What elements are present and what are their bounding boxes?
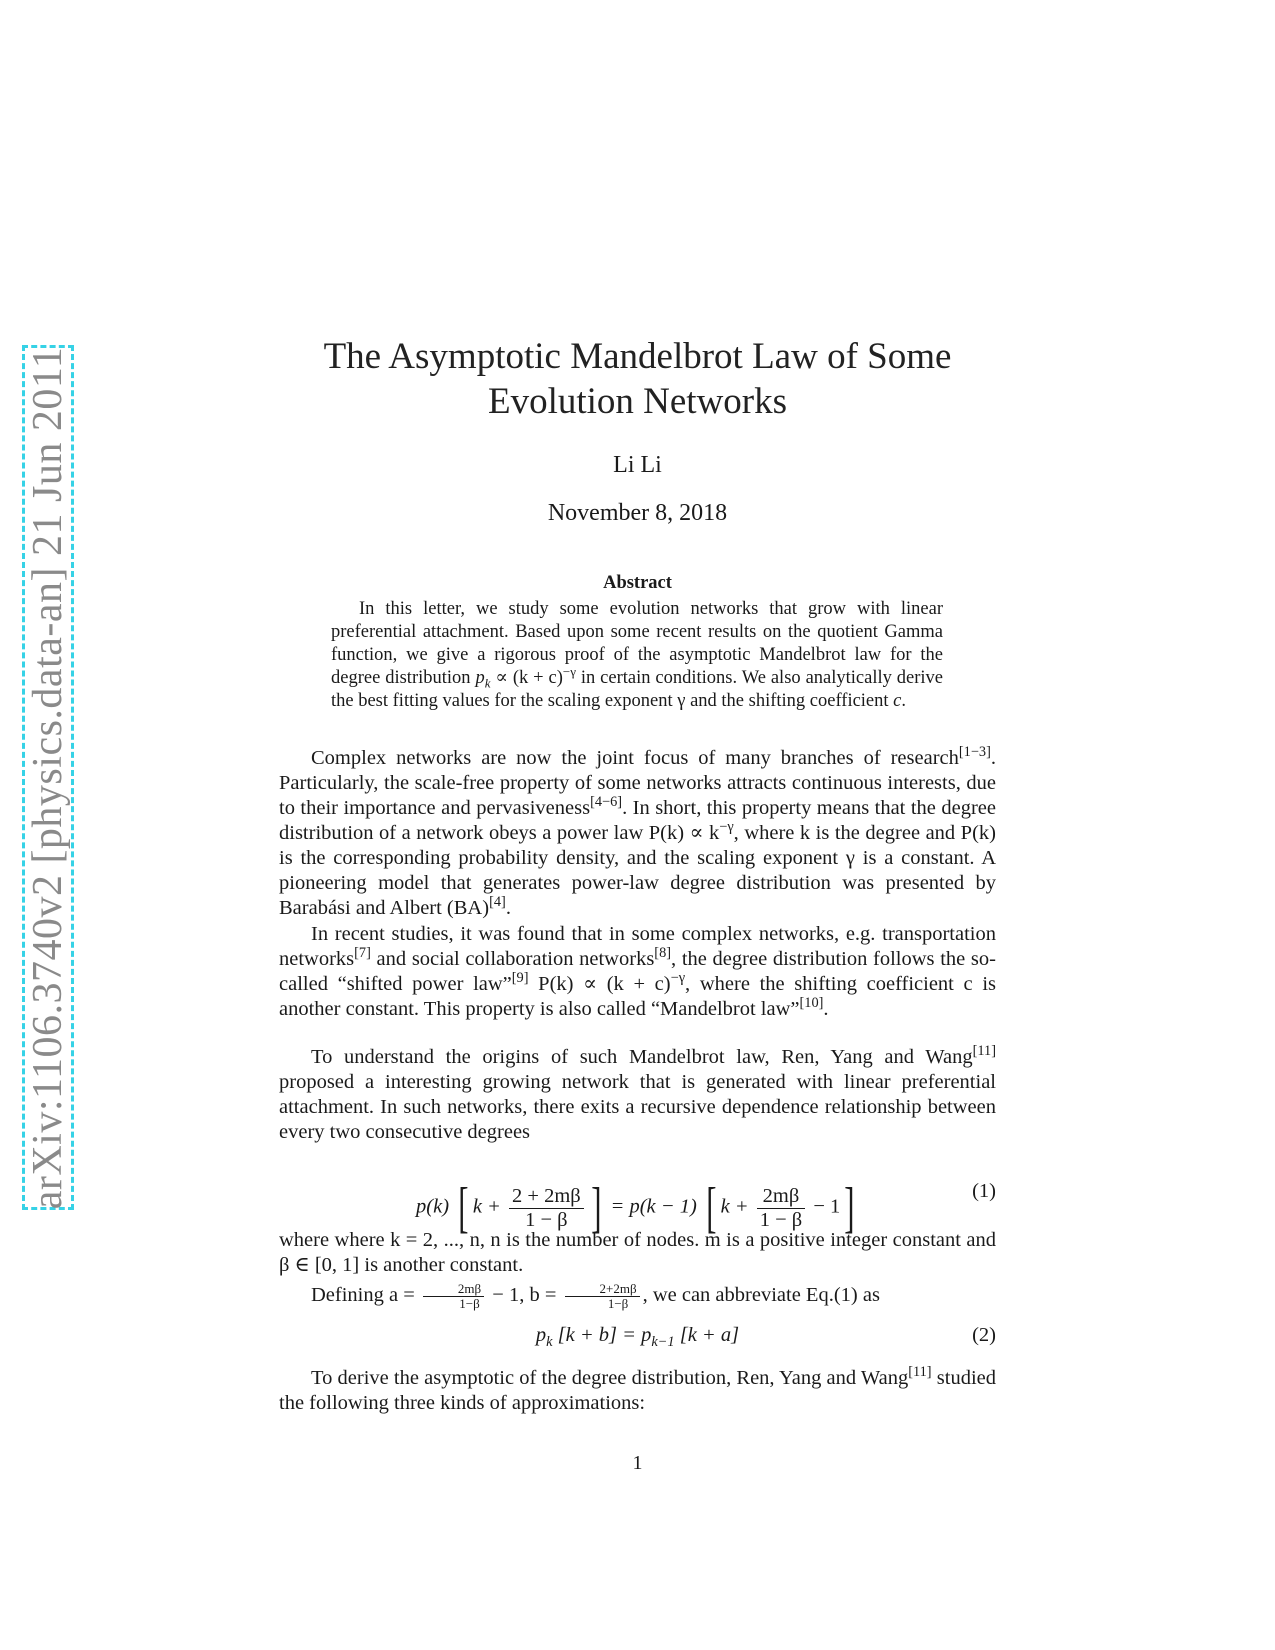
eq1-frac1-den: 1 − β bbox=[525, 1208, 568, 1231]
abstract-line2: in certain conditions. We also analytically derive the best fitting values for the scaling exponent γ and the shifting coefficient bbox=[331, 668, 944, 711]
p5-text-a: Defining a = bbox=[311, 1284, 420, 1307]
paragraph-3 bbox=[279, 1045, 996, 1145]
abstract-heading: Abstract bbox=[603, 573, 672, 593]
p2-exponent: −γ bbox=[670, 970, 686, 987]
eq1-frac-1 bbox=[509, 1185, 584, 1232]
equation-2-body bbox=[279, 1324, 996, 1351]
abstract-formula-p: p bbox=[475, 668, 485, 688]
arxiv-stamp-text: arXiv:1106.3740v2 [physics.data-an] 21 Jun 2011 bbox=[25, 346, 71, 1209]
citation-4-6[interactable]: [4−6] bbox=[590, 794, 623, 811]
citation-11[interactable]: [11] bbox=[972, 1043, 996, 1060]
p6-text-b: studied the following three kinds of approximations: bbox=[279, 1367, 996, 1414]
citation-1-3[interactable]: [1−3] bbox=[958, 744, 991, 761]
p2-text-e: , where the shifting coefficient c is another constant. This property is also called “Mandelbrot law” bbox=[279, 973, 996, 1020]
p4-text: where where k = 2, ..., n, n is the number of nodes. m is a positive integer constant and β ∈ [0, 1] is another constant. bbox=[279, 1229, 996, 1276]
citation-8[interactable]: [8] bbox=[654, 945, 672, 962]
p1-text-b: . Particularly, the scale-free property of some networks attracts continuous interests, due to their importance and pervasiveness bbox=[279, 747, 996, 819]
p1-exponent: −γ bbox=[719, 819, 734, 836]
eq1-lhs: p(k) bbox=[416, 1195, 450, 1218]
p1-text-a: Complex networks are now the joint focus of many branches of research bbox=[311, 747, 959, 769]
eq1-bracket-close-2: ] bbox=[844, 1177, 855, 1239]
eq2-tail: [k + a] bbox=[674, 1324, 740, 1346]
p5-frac-b bbox=[565, 1282, 640, 1311]
p5-frac-b-num: 2+2mβ bbox=[565, 1282, 640, 1297]
p3-text-b: proposed a interesting growing network that is generated with linear preferential attachment. In such networks, there exits a recursive dependence relationship between every two consecutive degrees bbox=[279, 1071, 996, 1143]
abstract-coef: c bbox=[893, 691, 902, 711]
p5-frac-a bbox=[423, 1282, 484, 1311]
p3-text-a: To understand the origins of such Mandelbrot law, Ren, Yang and Wang bbox=[311, 1046, 973, 1068]
eq2-mid: [k + b] = p bbox=[552, 1324, 652, 1346]
page-number: 1 bbox=[632, 1452, 643, 1474]
p5-frac-a-den: 1−β bbox=[459, 1296, 480, 1311]
p1-text-e: . bbox=[505, 897, 511, 919]
abstract-end: . bbox=[901, 691, 907, 711]
citation-11b[interactable]: [11] bbox=[908, 1364, 932, 1381]
abstract-text bbox=[331, 598, 943, 713]
eq1-k1: k + bbox=[472, 1195, 501, 1218]
paragraph-4 bbox=[279, 1228, 996, 1278]
eq1-frac1-num: 2 + 2mβ bbox=[509, 1185, 584, 1209]
citation-7[interactable]: [7] bbox=[354, 945, 371, 962]
abstract-formula-sup: −γ bbox=[562, 663, 576, 679]
p2-text-f: . bbox=[823, 998, 829, 1020]
paragraph-1 bbox=[279, 746, 996, 921]
p5-text-b: − 1, b = bbox=[487, 1284, 562, 1307]
abstract-formula-sub: k bbox=[484, 675, 491, 691]
eq1-tail: − 1 bbox=[813, 1195, 841, 1218]
p5-frac-b-den: 1−β bbox=[607, 1296, 629, 1311]
p2-text-a: In recent studies, it was found that in some complex networks, e.g. transportation networks bbox=[279, 923, 996, 970]
citation-10[interactable]: [10] bbox=[799, 995, 824, 1012]
title-line-2: Evolution Networks bbox=[487, 381, 788, 422]
paragraph-5 bbox=[279, 1282, 996, 1311]
abstract-line1: In this letter, we study some evolution networks that grow with linear preferential attachment. Based upon some recent results on the quotient Gamma function, we give a rigorous proof of the asymptotic Mandelbrot law for the degree distribution bbox=[331, 599, 943, 688]
p5-text-c: , we can abbreviate Eq.(1) as bbox=[642, 1284, 880, 1307]
eq1-frac-2 bbox=[757, 1185, 806, 1232]
abstract-formula-rest: ∝ (k + c) bbox=[490, 668, 563, 688]
eq1-frac2-num: 2mβ bbox=[757, 1185, 806, 1209]
eq1-bracket-open-1: [ bbox=[458, 1177, 469, 1239]
p1-text-d: , where k is the degree and P(k) is the corresponding probability density, and the scaling exponent γ is a constant. A pioneering model that generates power-law degree distribution was presented by Barabási and Albert (BA) bbox=[279, 822, 996, 919]
citation-9[interactable]: [9] bbox=[511, 970, 529, 987]
p2-text-d: P(k) ∝ (k + c) bbox=[528, 973, 671, 995]
paragraph-6 bbox=[279, 1366, 996, 1416]
p2-text-b: and social collaboration networks bbox=[370, 948, 655, 970]
eq1-bracket-close-1: ] bbox=[590, 1177, 602, 1239]
date: November 8, 2018 bbox=[547, 500, 728, 526]
p6-text-a: To derive the asymptotic of the degree distribution, Ren, Yang and Wang bbox=[311, 1367, 909, 1389]
paper-title bbox=[300, 334, 975, 424]
author: Li Li bbox=[613, 452, 662, 478]
equation-1 bbox=[279, 1160, 996, 1239]
eq1-bracket-open-2: [ bbox=[706, 1177, 717, 1239]
eq2-p1: p bbox=[535, 1324, 547, 1346]
eq1-k2: k + bbox=[720, 1195, 749, 1218]
paragraph-2 bbox=[279, 922, 996, 1022]
eq1-frac2-den: 1 − β bbox=[759, 1208, 803, 1231]
arxiv-stamp bbox=[22, 345, 74, 1210]
equation-1-number: (1) bbox=[972, 1180, 996, 1202]
citation-4[interactable]: [4] bbox=[489, 894, 506, 911]
equation-2 bbox=[279, 1324, 996, 1352]
equation-2-number: (2) bbox=[972, 1324, 996, 1346]
eq1-mid: = p(k − 1) bbox=[610, 1195, 697, 1218]
p1-text-c: . In short, this property means that the degree distribution of a network obeys a power law P(k) ∝ k bbox=[279, 797, 996, 844]
eq2-sub1: k bbox=[546, 1334, 553, 1351]
p2-text-c: , the degree distribution follows the so-called “shifted power law” bbox=[279, 948, 996, 995]
title-line-1: The Asymptotic Mandelbrot Law of Some bbox=[323, 336, 952, 377]
eq2-sub2: k−1 bbox=[651, 1334, 675, 1351]
p5-frac-a-num: 2mβ bbox=[423, 1282, 484, 1297]
